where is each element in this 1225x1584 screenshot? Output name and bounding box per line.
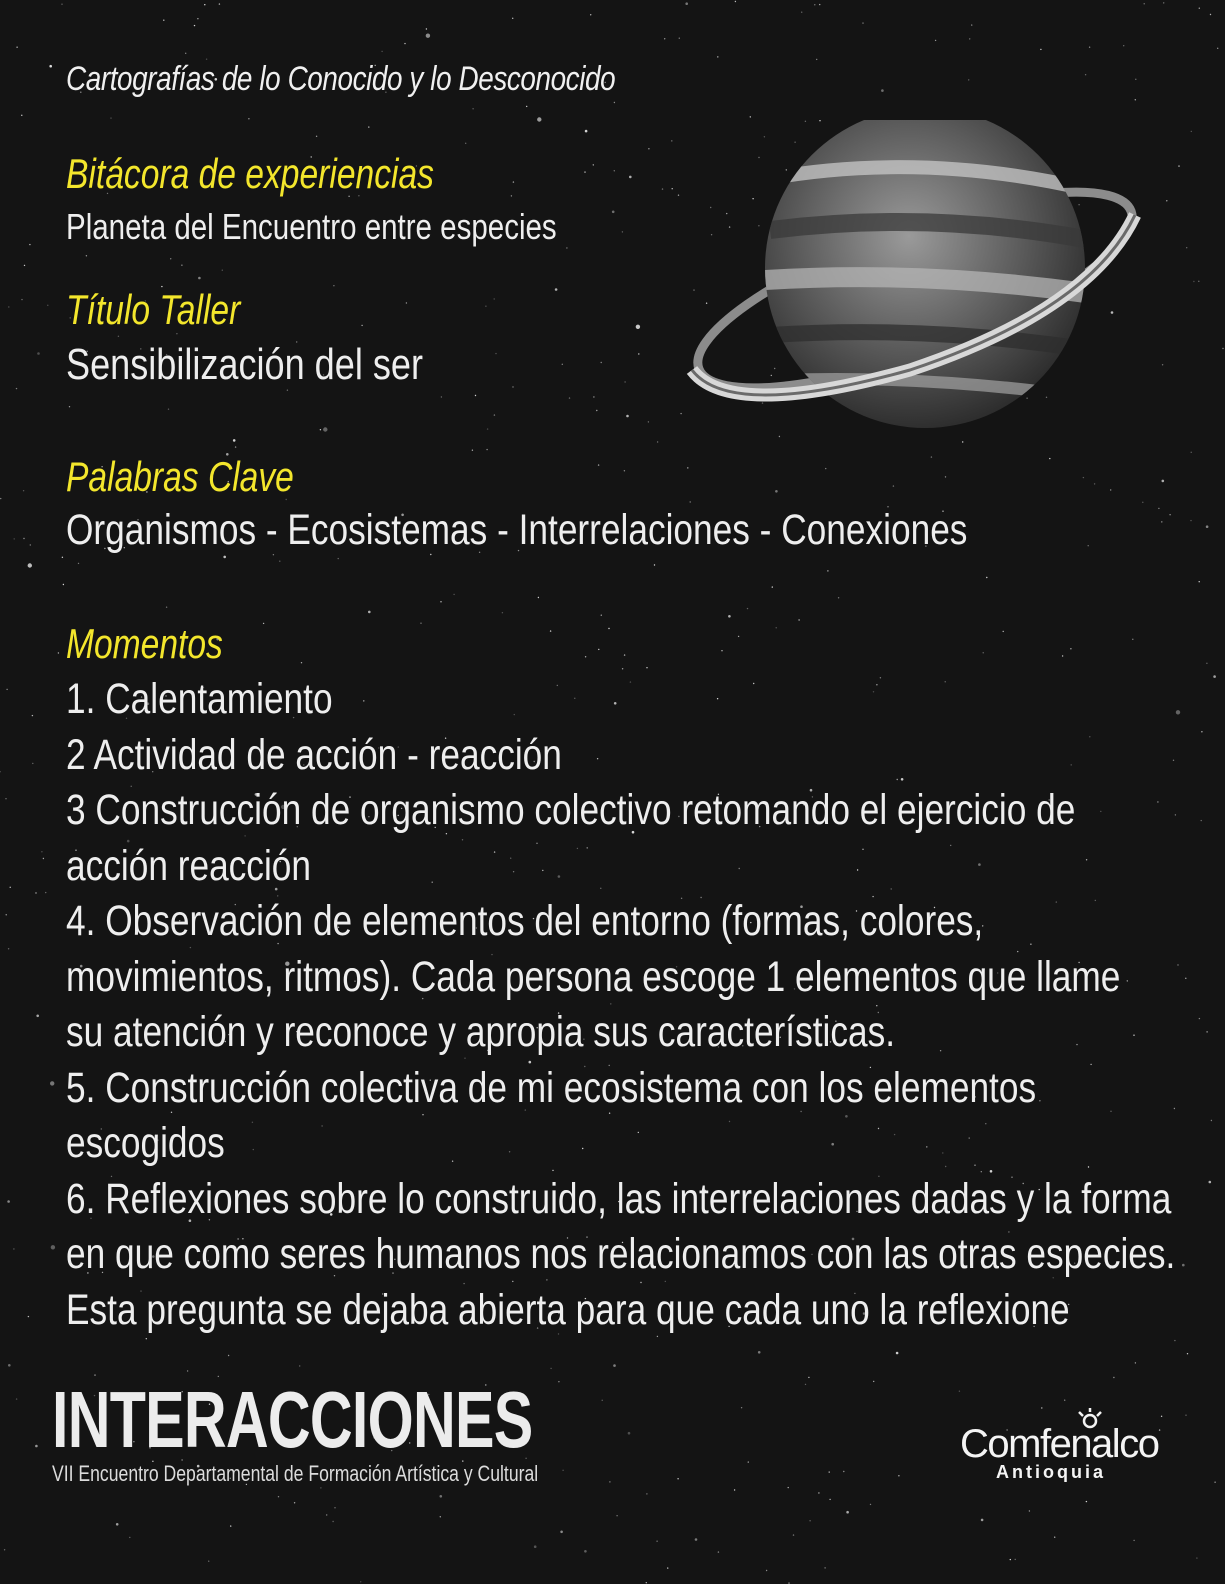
momento-line: escogidos bbox=[66, 1119, 225, 1167]
palabras-clave-value: Organismos - Ecosistemas - Interrelaciones - Conexiones bbox=[66, 506, 968, 554]
planet-icon bbox=[670, 120, 1160, 440]
momento-line: 2 Actividad de acción - reacción bbox=[66, 730, 562, 779]
series-title: Cartografías de lo Conocido y lo Desconocido bbox=[66, 60, 616, 98]
momento-line: en que como seres humanos nos relacionamos con las otras especies. bbox=[66, 1230, 1176, 1278]
taller-value: Sensibilización del ser bbox=[66, 340, 423, 389]
momento-line: 3 Construcción de organismo colectivo retomando el ejercicio de bbox=[66, 786, 1076, 834]
momento-line: 1. Calentamiento bbox=[66, 675, 333, 723]
taller-label: Título Taller bbox=[66, 286, 241, 333]
bitacora-value: Planeta del Encuentro entre especies bbox=[66, 206, 557, 247]
momento-line: acción reacción bbox=[66, 841, 312, 890]
comfenalco-logo bbox=[960, 1414, 1170, 1494]
momento-line: movimientos, ritmos). Cada persona escoge 1 elementos que llame bbox=[66, 952, 1121, 1001]
logo-word: Comfenalco bbox=[960, 1422, 1159, 1466]
logo-region: Antioquia bbox=[996, 1462, 1106, 1482]
event-subtitle: VII Encuentro Departamental de Formación Artística y Cultural bbox=[52, 1461, 539, 1486]
momentos-list bbox=[66, 672, 1176, 1338]
event-title: INTERACCIONES bbox=[52, 1375, 533, 1464]
momento-line: 5. Construcción colectiva de mi ecosistema con los elementos bbox=[66, 1063, 1037, 1112]
momento-line: su atención y reconoce y apropia sus características. bbox=[66, 1008, 896, 1056]
palabras-clave-label: Palabras Clave bbox=[66, 453, 294, 500]
momento-line: 6. Reflexiones sobre lo construido, las interrelaciones dadas y la forma bbox=[66, 1174, 1172, 1223]
momento-line: Esta pregunta se dejaba abierta para que cada uno la reflexione bbox=[66, 1285, 1070, 1334]
momentos-label: Momentos bbox=[66, 620, 223, 667]
momento-line: 4. Observación de elementos del entorno (formas, colores, bbox=[66, 897, 984, 945]
bitacora-label: Bitácora de experiencias bbox=[66, 150, 434, 197]
